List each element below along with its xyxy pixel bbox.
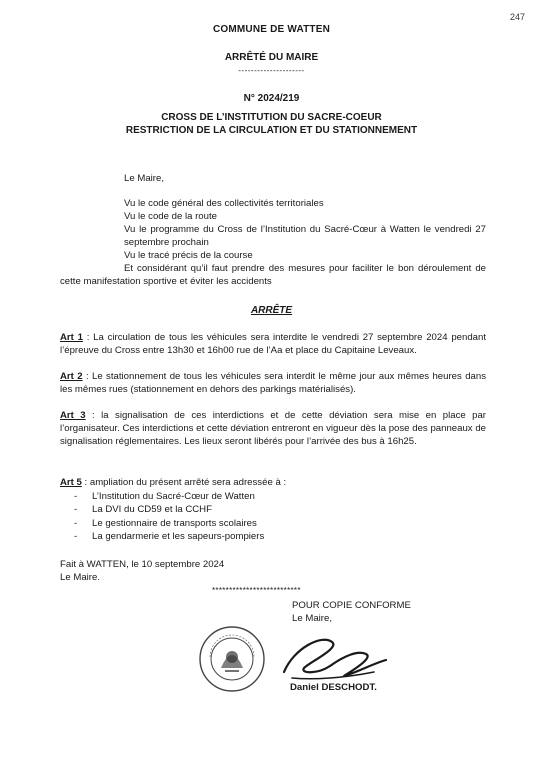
considering: Et considérant qu’il faut prendre des mesures pour faciliter le bon déroulement de cette manifestation sportive et éviter les accidents [60, 263, 486, 287]
copie-label: POUR COPIE CONFORME [292, 600, 411, 611]
star-separator: ************************** [212, 586, 301, 595]
done-at: Fait à WATTEN, le 10 septembre 2024 [60, 559, 225, 570]
arrete-number: N° 2024/219 [243, 93, 300, 104]
list-item: - Le gestionnaire de transports scolaires [74, 517, 264, 530]
page-number: 247 [509, 12, 525, 22]
title-line-2: RESTRICTION DE LA CIRCULATION ET DU STATIONNEMENT [125, 125, 418, 136]
arrete-heading: ARRÊTE [250, 305, 293, 316]
article-5 [60, 476, 486, 489]
title-line-1: CROSS DE L’INSTITUTION DU SACRE-COEUR [161, 112, 382, 123]
signatory-title: Le Maire. [60, 572, 100, 583]
copie-maire: Le Maire, [292, 613, 332, 624]
article-text: : La circulation de tous les véhicules sera interdite le vendredi 27 septembre 2024 pendant l’épreuve du Cross entre 13h30 et 16h00 rue de l’Aa et place du Capitaine Leveaux. [60, 332, 486, 356]
vu-line: Vu le code général des collectivités territoriales [124, 198, 324, 209]
separator: --------------------- [238, 66, 305, 75]
document-type: ARRÊTÉ DU MAIRE [224, 52, 319, 63]
article-text: : la signalisation de ces interdictions et de cette déviation sera mise en place par l’organisateur. Ces interdictions et cette déviation entreront en vigueur dès la pose des panneaux de signalisation réglementaires. Les lieux seront libérés pour l’arrivée des bus à 16h25. [60, 410, 486, 447]
article-text: : ampliation du présent arrêté sera adressée à : [81, 477, 287, 488]
article-1 [60, 331, 486, 357]
copie-conforme [292, 599, 411, 625]
vu-line: Vu le code de la route [124, 211, 217, 222]
commune-name: COMMUNE DE WATTEN [212, 24, 331, 35]
official-seal-stamp [197, 624, 267, 694]
article-text: : Le stationnement de tous les véhicules sera interdit le même jour aux mêmes heures dans les mêmes rues (stationnement en dehors des parkings matérialisés). [60, 371, 486, 395]
article-2 [60, 370, 486, 396]
list-item: - La gendarmerie et les sapeurs-pompiers [74, 530, 264, 543]
article-label: Art 2 [60, 371, 83, 382]
article-label: Art 1 [60, 332, 83, 343]
list-item: - La DVI du CD59 et la CCHF [74, 503, 264, 516]
article-label: Art 3 [60, 410, 86, 421]
recipient-list [74, 490, 264, 544]
vu-line [124, 223, 486, 249]
article-label: Art 5 [60, 477, 82, 488]
signatory-name: Daniel DESCHODT. [290, 682, 377, 693]
vu-programme: Vu le programme du Cross de l’Institution du Sacré-Cœur à Watten le vendredi 27 septembre prochain [124, 224, 486, 248]
vu-line: Vu le tracé précis de la course [124, 250, 253, 261]
salutation: Le Maire, [124, 173, 164, 184]
article-3 [60, 409, 486, 448]
handwritten-signature [274, 628, 394, 688]
list-item: - L’Institution du Sacré-Cœur de Watten [74, 490, 264, 503]
